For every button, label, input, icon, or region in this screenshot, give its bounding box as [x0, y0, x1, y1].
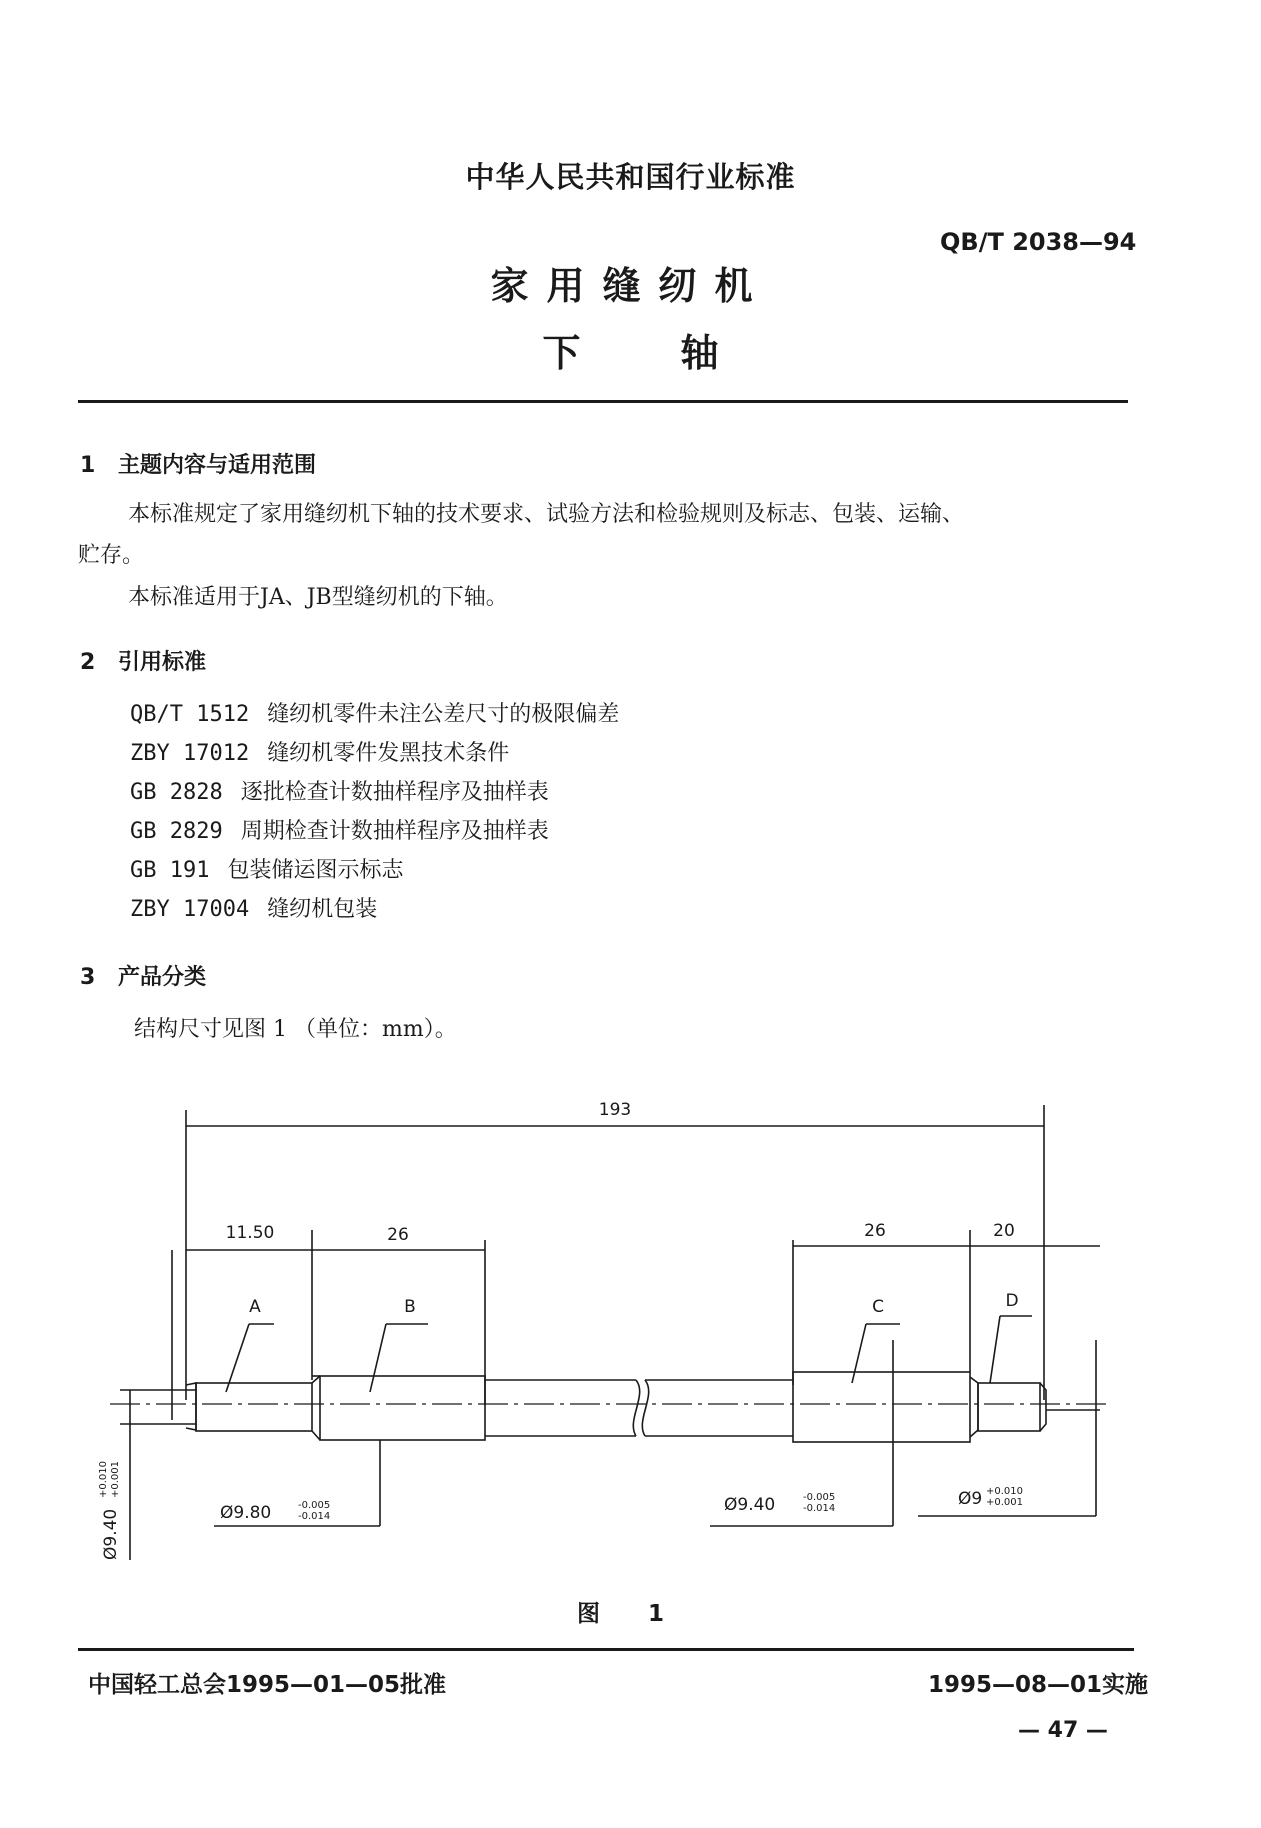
reference-code: ZBY 17004	[130, 897, 250, 922]
diameter-d-tol-upper: +0.010	[986, 1486, 1024, 1497]
reference-code: QB/T 1512	[130, 702, 250, 727]
reference-code: GB 191	[130, 858, 210, 883]
journal-b	[320, 1376, 485, 1440]
reference-title: 缝纫机零件发黑技术条件	[267, 741, 510, 766]
label-leader-b	[370, 1324, 386, 1392]
figure-caption: 图 1	[576, 1601, 684, 1627]
page-number: — 47 —	[1018, 1718, 1108, 1743]
diameter-d-tol-lower: +0.001	[986, 1497, 1024, 1508]
reference-title: 包装储运图示标志	[227, 858, 404, 883]
section-title: 产品分类	[118, 965, 207, 990]
label-a: A	[249, 1297, 261, 1317]
section-number: 2	[80, 650, 96, 675]
dimension-d-length: 20	[993, 1221, 1015, 1241]
journal-a	[196, 1383, 312, 1431]
document-subtitle: 下轴	[542, 331, 819, 375]
reference-title: 逐批检查计数抽样程序及抽样表	[240, 780, 549, 805]
diameter-d: Ø9	[958, 1489, 983, 1509]
reference-code: ZBY 17012	[130, 741, 250, 766]
dimension-a-length: 11.50	[225, 1223, 275, 1243]
dimension-b-length: 26	[387, 1225, 409, 1245]
diameter-c-tol-lower: -0.014	[803, 1503, 836, 1514]
footer-rule	[78, 1648, 1134, 1651]
dimension-total: 193	[598, 1100, 632, 1120]
reference-title: 周期检查计数抽样程序及抽样表	[240, 819, 549, 844]
document-title: 家用缝纫机	[490, 264, 771, 308]
diameter-b-tol-lower: -0.014	[298, 1511, 331, 1522]
diameter-c-tol-upper: -0.005	[803, 1492, 836, 1503]
journal-c	[793, 1372, 970, 1442]
effective-date: 1995—08—01实施	[928, 1672, 1149, 1698]
section-number: 1	[80, 453, 96, 478]
label-c: C	[872, 1297, 884, 1317]
diameter-b: Ø9.80	[220, 1503, 272, 1523]
label-d: D	[1005, 1291, 1019, 1311]
section-1-paragraph: 本标准规定了家用缝纫机下轴的技术要求、试验方法和检验规则及标志、包装、运输、	[128, 502, 965, 527]
reference-code: GB 2828	[130, 780, 223, 805]
section-1-paragraph: 贮存。	[78, 543, 145, 568]
diameter-a: Ø9.40	[101, 1508, 121, 1560]
section-3-paragraph: 结构尺寸见图 1 （单位：mm）。	[134, 1017, 457, 1042]
section-title: 引用标准	[118, 650, 207, 675]
reference-code: GB 2829	[130, 819, 223, 844]
section-number: 3	[80, 965, 96, 990]
approval-date: 中国轻工总会1995—01—05批准	[88, 1672, 447, 1698]
label-leader-d	[990, 1316, 1000, 1383]
label-leader-a	[226, 1324, 249, 1392]
issuing-category: 中华人民共和国行业标准	[465, 160, 796, 194]
label-leader-c	[852, 1324, 866, 1383]
diameter-a-tol-upper: +0.010	[98, 1460, 109, 1498]
journal-d	[978, 1383, 1040, 1431]
dimension-c-length: 26	[864, 1221, 886, 1241]
standard-code: QB/T 2038—94	[940, 228, 1137, 256]
diameter-c: Ø9.40	[724, 1495, 776, 1515]
reference-title: 缝纫机包装	[267, 897, 378, 922]
diameter-b-tol-upper: -0.005	[298, 1500, 331, 1511]
section-title: 主题内容与适用范围	[118, 453, 317, 478]
section-1-paragraph: 本标准适用于JA、JB型缝纫机的下轴。	[128, 585, 508, 610]
diameter-a-tol-lower: +0.001	[110, 1460, 121, 1498]
reference-title: 缝纫机零件未注公差尺寸的极限偏差	[267, 702, 620, 727]
label-b: B	[404, 1297, 416, 1317]
